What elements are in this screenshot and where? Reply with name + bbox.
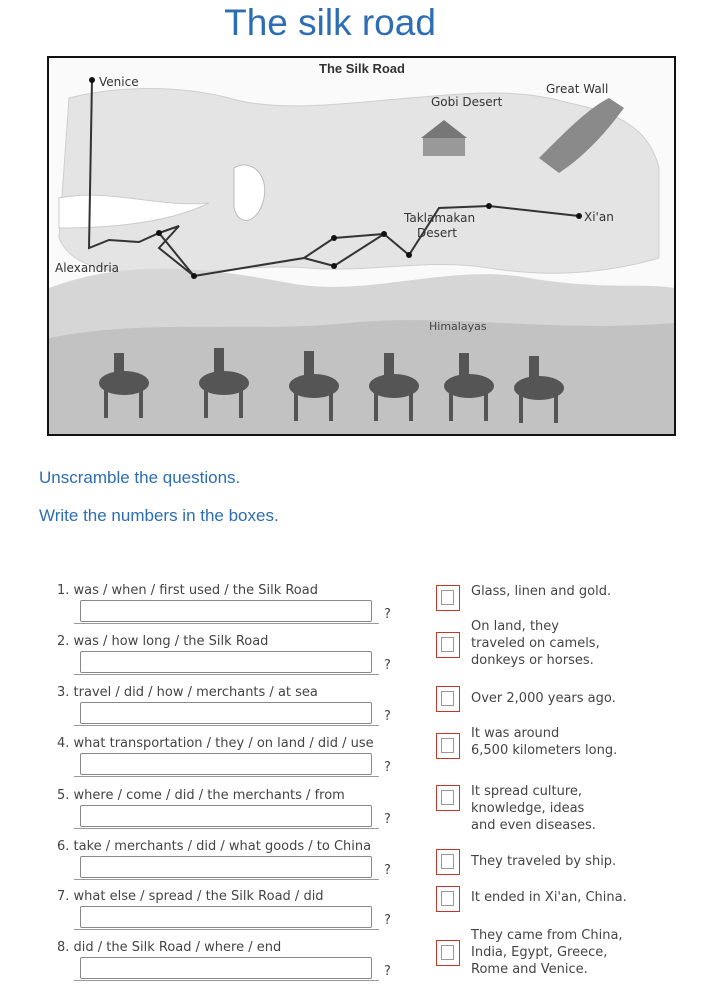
- answer-line: On land, they: [471, 619, 559, 634]
- route-dot: [486, 203, 492, 209]
- yurt-body: [423, 138, 465, 156]
- question-mark: ?: [384, 812, 391, 827]
- question-mark: ?: [384, 760, 391, 775]
- question-item: [57, 583, 402, 622]
- underline: [74, 674, 379, 675]
- answer-line: It was around: [471, 726, 560, 741]
- answer-text: [471, 618, 661, 669]
- number-box[interactable]: [436, 886, 460, 912]
- answer-line: 6,500 kilometers long.: [471, 743, 618, 758]
- map-illustration: [49, 58, 674, 434]
- answer-input[interactable]: [80, 805, 372, 827]
- question-text: 6. take / merchants / did / what goods / to China: [57, 839, 372, 854]
- answer-text: [471, 853, 661, 870]
- answer-line: India, Egypt, Greece,: [471, 945, 608, 960]
- underline: [74, 623, 379, 624]
- question-mark: ?: [384, 964, 391, 979]
- route-dot: [406, 252, 412, 258]
- answer-input[interactable]: [80, 856, 372, 878]
- answer-line: They traveled by ship.: [471, 854, 617, 869]
- question-text: 4. what transportation / they / on land / did / use: [57, 736, 374, 751]
- answer-line: knowledge, ideas: [471, 801, 585, 816]
- question-text: 8. did / the Silk Road / where / end: [57, 940, 282, 955]
- answer-text: [471, 725, 661, 759]
- label-himalayas: Himalayas: [429, 320, 487, 333]
- label-gobi-desert: Gobi Desert: [431, 95, 503, 109]
- number-box[interactable]: [436, 849, 460, 875]
- label-taklamakan: Taklamakan: [404, 211, 476, 225]
- question-mark: ?: [384, 863, 391, 878]
- instruction-write-numbers: Write the numbers in the boxes.: [39, 506, 279, 525]
- city-dot-venice: [89, 77, 95, 83]
- route-dot: [191, 273, 197, 279]
- answer-line: It spread culture,: [471, 784, 583, 799]
- answer-line: Over 2,000 years ago.: [471, 691, 616, 706]
- question-text: 7. what else / spread / the Silk Road / did: [57, 889, 324, 904]
- city-dot-xian: [576, 213, 582, 219]
- answer-input[interactable]: [80, 957, 372, 979]
- question-item: [57, 736, 402, 775]
- number-box[interactable]: [436, 632, 460, 658]
- page-title: The silk road: [224, 2, 436, 43]
- number-box[interactable]: [436, 686, 460, 712]
- map-heading: The Silk Road: [319, 61, 405, 76]
- answer-line: Rome and Venice.: [471, 962, 588, 977]
- question-text: 2. was / how long / the Silk Road: [57, 634, 269, 649]
- route-dot: [331, 235, 337, 241]
- answer-line: They came from China,: [471, 928, 623, 943]
- answer-text: [471, 783, 661, 834]
- silk-road-map: [47, 56, 676, 436]
- route-dot: [331, 263, 337, 269]
- label-venice: Venice: [99, 75, 139, 89]
- label-alexandria: Alexandria: [55, 261, 120, 275]
- answer-text: [471, 889, 661, 906]
- question-mark: ?: [384, 607, 391, 622]
- underline: [74, 725, 379, 726]
- answer-line: traveled on camels,: [471, 636, 600, 651]
- underline: [74, 929, 379, 930]
- number-box[interactable]: [436, 585, 460, 611]
- question-text: 1. was / when / first used / the Silk Road: [57, 583, 318, 598]
- question-item: [57, 634, 402, 673]
- question-text: 5. where / come / did / the merchants / from: [57, 788, 345, 803]
- answer-line: It ended in Xi'an, China.: [471, 890, 627, 905]
- instruction-unscramble: Unscramble the questions.: [39, 468, 241, 487]
- underline: [74, 879, 379, 880]
- answer-text: [471, 927, 661, 978]
- question-item: [57, 940, 402, 979]
- number-box[interactable]: [436, 940, 460, 966]
- underline: [74, 980, 379, 981]
- underline: [74, 828, 379, 829]
- answer-input[interactable]: [80, 651, 372, 673]
- number-box[interactable]: [436, 733, 460, 759]
- answer-input[interactable]: [80, 906, 372, 928]
- question-item: [57, 889, 402, 928]
- landmass: [59, 89, 659, 275]
- number-box[interactable]: [436, 785, 460, 811]
- question-item: [57, 788, 402, 827]
- label-great-wall: Great Wall: [546, 82, 609, 96]
- answer-input[interactable]: [80, 753, 372, 775]
- question-mark: ?: [384, 658, 391, 673]
- underline: [74, 776, 379, 777]
- question-text: 3. travel / did / how / merchants / at sea: [57, 685, 318, 700]
- answer-text: [471, 583, 661, 600]
- answer-line: and even diseases.: [471, 818, 596, 833]
- label-xian: Xi'an: [584, 210, 614, 224]
- answer-input[interactable]: [80, 600, 372, 622]
- answer-text: [471, 690, 661, 707]
- answer-line: Glass, linen and gold.: [471, 584, 612, 599]
- route-dot: [156, 230, 162, 236]
- question-item: [57, 839, 402, 878]
- answer-line: donkeys or horses.: [471, 653, 594, 668]
- question-mark: ?: [384, 913, 391, 928]
- answer-input[interactable]: [80, 702, 372, 724]
- label-taklamakan-desert: Desert: [417, 226, 457, 240]
- question-item: [57, 685, 402, 724]
- question-mark: ?: [384, 709, 391, 724]
- route-dot: [381, 231, 387, 237]
